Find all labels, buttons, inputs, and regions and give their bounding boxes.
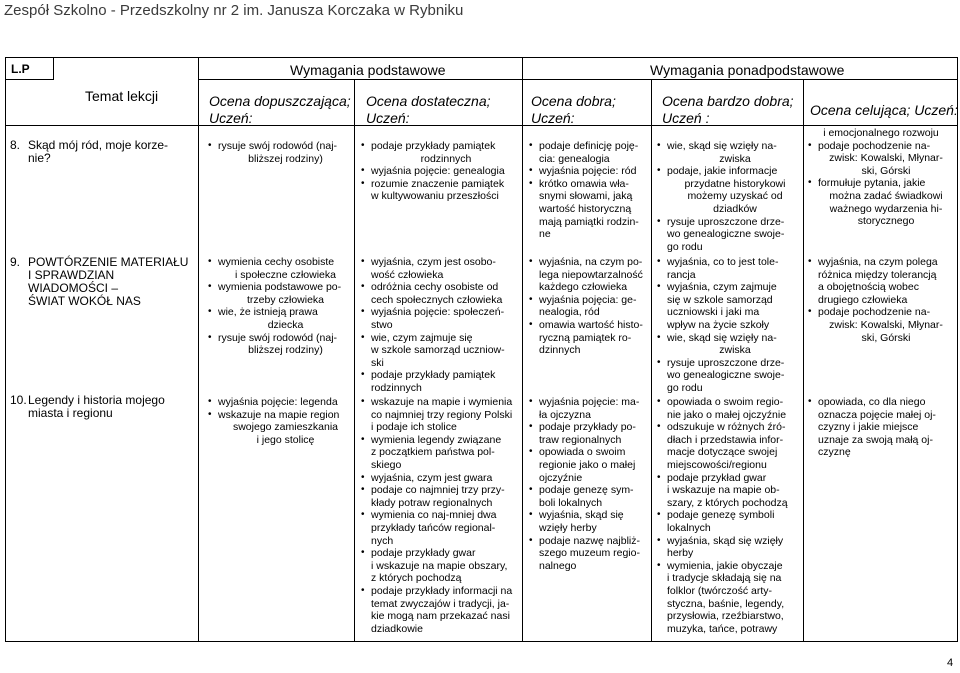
col-divider bbox=[354, 80, 355, 642]
requirement-item-cont: wo genealogiczne swoje- bbox=[667, 369, 785, 382]
requirement-item-cont: kie mogą nam przekazać nasi bbox=[371, 610, 510, 623]
cell-r8-dopuszczajaca bbox=[218, 140, 353, 165]
requirement-item-cont: storycznego bbox=[857, 215, 915, 228]
requirement-item: • rysuje swój rodowód (naj- bbox=[218, 140, 353, 153]
requirement-item-cont: czyznę bbox=[818, 446, 851, 459]
requirement-item: • podaje przykłady pamiątek bbox=[371, 369, 521, 382]
topic-row-10 bbox=[10, 394, 190, 420]
requirement-item: • opowiada o swoim bbox=[539, 446, 651, 459]
requirement-item: • wymienia co naj-mniej dwa bbox=[371, 509, 521, 522]
requirement-item: • podaje nazwę najbliż- bbox=[539, 535, 651, 548]
requirement-item: • wie, skąd się wzięły na- bbox=[667, 140, 803, 153]
requirement-item: • wyjaśnia, na czym polega bbox=[818, 256, 954, 269]
requirement-item-cont: nalnego bbox=[539, 559, 577, 572]
requirement-item-cont: lokalnych bbox=[667, 521, 711, 534]
basic-requirements-header: Wymagania podstawowe bbox=[290, 62, 446, 78]
topic-number: 10. bbox=[10, 393, 27, 407]
requirement-item-cont: się w szkole samorząd bbox=[667, 293, 773, 306]
requirement-item-cont: wo genealogiczne swoje- bbox=[667, 228, 785, 241]
requirement-item-cont: ski, Górski bbox=[861, 331, 911, 344]
requirement-item: • wymienia legendy związane bbox=[371, 434, 521, 447]
grade-header-3 bbox=[531, 93, 616, 127]
requirement-item: • podaje pochodzenie na- bbox=[818, 140, 954, 153]
requirement-item: • podaje definicję poję- bbox=[539, 140, 651, 153]
requirement-item-cont: wartość historyczną bbox=[539, 202, 632, 215]
grade-header-sub: Uczeń: bbox=[366, 110, 410, 126]
cell-r8-celujaca bbox=[818, 127, 954, 228]
requirement-item-cont: wzięły herby bbox=[539, 521, 597, 534]
requirement-item: • wyjaśnia pojęcie: genealogia bbox=[371, 165, 521, 178]
requirement-item-cont: ważnego wydarzenia hi- bbox=[829, 202, 943, 215]
topic-line: WIADOMOŚCI – bbox=[28, 281, 119, 295]
requirement-item-cont: snymi słowami, jaką bbox=[539, 190, 633, 203]
requirement-item: • wyjaśnia, czym zajmuje bbox=[667, 281, 803, 294]
requirement-item-cont: macje dotyczące swojej bbox=[667, 446, 778, 459]
requirement-item: • wskazuje na mapie region bbox=[218, 409, 353, 422]
requirement-item-cont: ojczyźnie bbox=[539, 471, 583, 484]
requirement-item-cont: przysłowia, rzeźbiarstwo, bbox=[667, 610, 784, 623]
requirement-item: • krótko omawia wła- bbox=[539, 178, 651, 191]
cell-r10-dostateczna bbox=[371, 396, 521, 635]
table-top-border bbox=[5, 57, 957, 58]
requirement-item: • rysuje uproszczone drze- bbox=[667, 216, 803, 229]
col-divider bbox=[651, 80, 652, 642]
requirement-item-cont: dłach i przedstawia infor- bbox=[667, 433, 784, 446]
requirement-item: • omawia wartość histo- bbox=[539, 319, 651, 332]
cell-r10-dobra bbox=[539, 396, 651, 572]
requirement-item-cont: rodzinnych bbox=[420, 152, 472, 165]
requirement-item: • formułuje pytania, jakie bbox=[818, 177, 954, 190]
requirement-item-cont: oznacza pojęcie małej oj- bbox=[818, 408, 936, 421]
requirement-item-cont: wość człowieka bbox=[371, 268, 444, 281]
requirement-item-cont: każdego człowieka bbox=[539, 281, 628, 294]
cell-r9-dostateczna bbox=[371, 256, 521, 395]
requirement-item-cont: cech społecznych człowieka bbox=[371, 293, 503, 306]
grade-header-title: Ocena dopuszczająca; bbox=[209, 93, 351, 109]
requirement-item: • wyjaśnia pojęcie: ród bbox=[539, 165, 651, 178]
table-right-border bbox=[957, 57, 958, 642]
requirement-item: • rozumie znaczenie pamiątek bbox=[371, 178, 521, 191]
grade-header-title: Ocena dostateczna; bbox=[366, 93, 491, 109]
page-number: 4 bbox=[947, 657, 954, 669]
requirement-item: • wyjaśnia pojęcie: legenda bbox=[218, 396, 353, 409]
requirement-item-cont: dziadków bbox=[713, 202, 757, 215]
requirement-item-cont: z początkiem państwa pol- bbox=[371, 446, 495, 459]
requirement-item-cont: wpływ na życie szkoły bbox=[667, 318, 770, 331]
topic-line: nie? bbox=[28, 151, 51, 165]
requirement-item-cont: przykłady tańców regional- bbox=[371, 521, 496, 534]
requirement-item: • wymienia podstawowe po- bbox=[218, 281, 353, 294]
cell-r10-dopuszczajaca bbox=[218, 396, 353, 446]
requirement-item-cont: cia: genealogia bbox=[539, 152, 610, 165]
requirement-item-cont: temat zwyczajów i tradycji, ja- bbox=[371, 597, 510, 610]
grade-header-title: Ocena dobra; bbox=[531, 93, 616, 109]
requirement-item: • podaje genezę sym- bbox=[539, 484, 651, 497]
requirement-item: • wyjaśnia, skąd się wzięły bbox=[667, 535, 803, 548]
requirement-item: • podaje pochodzenie na- bbox=[818, 306, 954, 319]
requirement-item-cont: miejscowości/regionu bbox=[667, 458, 767, 471]
header-divider bbox=[5, 79, 53, 80]
grade-header-1 bbox=[209, 93, 351, 127]
cell-r8-dostateczna bbox=[371, 140, 521, 203]
requirement-item-cont: go rodu bbox=[667, 381, 703, 394]
grade-header-title: Ocena celująca; Uczeń: bbox=[810, 102, 958, 118]
requirement-item: • wyjaśnia pojęcie: ma- bbox=[539, 396, 651, 409]
requirement-item-cont: nie jako o małej ojczyźnie bbox=[667, 408, 787, 421]
topic-line: I SPRAWDZIAN bbox=[28, 268, 115, 282]
requirement-item-cont: ski, Górski bbox=[861, 164, 911, 177]
requirement-item: • wyjaśnia, skąd się bbox=[539, 509, 651, 522]
requirement-item-cont: ski bbox=[371, 356, 384, 369]
grade-header-2 bbox=[366, 93, 491, 127]
requirement-item-cont: ne bbox=[539, 228, 551, 241]
school-header: Zespół Szkolno - Przedszkolny nr 2 im. Janusza Korczaka w Rybniku bbox=[4, 2, 464, 19]
cell-r10-celujaca bbox=[818, 396, 954, 459]
requirement-item-cont: czyzny i jakie miejsce bbox=[818, 421, 919, 434]
requirement-item-cont: rancja bbox=[667, 268, 696, 281]
requirement-item-cont: zwisk: Kowalski, Młynar- bbox=[829, 152, 943, 165]
requirement-item-cont: a obojętnością wobec bbox=[818, 281, 919, 294]
extended-requirements-header: Wymagania ponadpodstawowe bbox=[650, 62, 845, 78]
requirement-item-cont: co najmniej trzy regiony Polski bbox=[371, 408, 513, 421]
requirement-item-cont: przydatne historykowi bbox=[684, 177, 786, 190]
requirement-item-cont: kłady potraw regionalnych bbox=[371, 496, 493, 509]
requirement-item-cont: bliższej rodziny) bbox=[248, 152, 323, 165]
requirement-item-cont: mają pamiątki rodzin- bbox=[539, 215, 639, 228]
requirement-item: • wie, że istnieją prawa bbox=[218, 306, 353, 319]
requirement-item-cont: herby bbox=[667, 547, 694, 560]
cell-r9-dopuszczajaca bbox=[218, 256, 353, 357]
requirement-item-cont: zwiska bbox=[719, 344, 751, 357]
topic-row-8 bbox=[10, 139, 190, 165]
requirement-item-cont: w kultywowaniu przeszłości bbox=[371, 190, 499, 203]
grade-header-sub: Uczeń : bbox=[662, 110, 710, 126]
requirement-item: • wyjaśnia, czym jest gwara bbox=[371, 472, 521, 485]
topic-number: 8. bbox=[10, 138, 21, 152]
requirement-item: • odszukuje w różnych źró- bbox=[667, 421, 803, 434]
table-bottom-border bbox=[5, 641, 958, 642]
requirement-item: • wyjaśnia pojęcia: ge- bbox=[539, 294, 651, 307]
requirement-item-cont: skiego bbox=[371, 458, 402, 471]
requirement-item-cont: i wskazuje na mapie obszary, bbox=[371, 559, 508, 572]
topic-line: Legendy i historia mojego bbox=[28, 393, 165, 407]
requirement-item-cont: z których pochodzą bbox=[371, 572, 462, 585]
requirement-item-cont: i tradycje składają się na bbox=[667, 572, 782, 585]
table-left-border bbox=[5, 57, 6, 642]
requirement-item: • rysuje swój rodowód (naj- bbox=[218, 332, 353, 345]
requirement-item-cont: i emocjonalnego rozwoju bbox=[823, 127, 939, 139]
requirement-item-cont: i społeczne człowieka bbox=[235, 268, 336, 281]
cell-r10-bardzo-dobra bbox=[667, 396, 803, 635]
col-divider bbox=[198, 57, 199, 642]
requirement-item: • podaje przykłady gwar bbox=[371, 547, 521, 560]
lp-header: L.P bbox=[11, 62, 30, 76]
topic-number: 9. bbox=[10, 255, 21, 269]
requirement-item-cont: styczna, baśnie, legendy, bbox=[667, 597, 785, 610]
requirement-item-cont: zwisk: Kowalski, Młynar- bbox=[829, 318, 943, 331]
requirement-item-cont: nych bbox=[371, 534, 394, 547]
grade-header-4 bbox=[662, 93, 794, 127]
topic-line: POWTÓRZENIE MATERIAŁU bbox=[28, 255, 189, 269]
requirement-item-cont: bliższej rodziny) bbox=[248, 344, 323, 357]
cell-r8-bardzo-dobra bbox=[667, 140, 803, 253]
grade-header-sub: Uczeń: bbox=[209, 110, 253, 126]
grade-header-5 bbox=[810, 102, 958, 119]
requirement-item-cont: traw regionalnych bbox=[539, 433, 622, 446]
requirement-item: • wyjaśnia, czym jest osobo- bbox=[371, 256, 521, 269]
requirement-item: • podaje genezę symboli bbox=[667, 509, 803, 522]
requirement-item: • podaje przykłady po- bbox=[539, 421, 651, 434]
topic-line: Skąd mój ród, moje korze- bbox=[28, 138, 169, 152]
requirement-item-cont: można zadać świadkowi bbox=[829, 189, 943, 202]
requirement-item: • podaje, jakie informacje bbox=[667, 165, 803, 178]
requirement-item: • wie, czym zajmuje się bbox=[371, 332, 521, 345]
requirement-item-cont: i wskazuje na mapie ob- bbox=[667, 484, 780, 497]
requirement-item: • podaje przykłady pamiątek bbox=[371, 140, 521, 153]
requirement-item-cont: rodzinnych bbox=[371, 381, 422, 394]
topic-row-9 bbox=[10, 256, 190, 308]
requirement-item: • wskazuje na mapie i wymienia bbox=[371, 396, 521, 409]
grade-header-title: Ocena bardzo dobra; bbox=[662, 93, 794, 109]
requirement-item-cont: ła ojczyzna bbox=[539, 408, 591, 421]
col-divider bbox=[803, 80, 804, 642]
requirement-item-cont: zwiska bbox=[719, 152, 751, 165]
requirement-item-cont: trzeby człowieka bbox=[246, 293, 325, 306]
requirement-item: • wyjaśnia, na czym po- bbox=[539, 256, 651, 269]
grade-header-sub: Uczeń: bbox=[531, 110, 575, 126]
requirement-item-cont: uczniowski i jaki ma bbox=[667, 306, 760, 319]
requirement-item: • wie, skąd się wzięły na- bbox=[667, 332, 803, 345]
requirement-item-cont: drugiego człowieka bbox=[818, 293, 908, 306]
requirement-item-cont: nealogia, ród bbox=[539, 306, 600, 319]
requirement-item-cont: szary, z których pochodzą bbox=[667, 496, 788, 509]
requirement-item-cont: w szkole samorząd uczniow- bbox=[371, 344, 505, 357]
requirement-item: • wymienia, jakie obyczaje bbox=[667, 560, 803, 573]
cell-r9-dobra bbox=[539, 256, 651, 357]
requirement-item-cont: regionie jako o małej bbox=[539, 458, 636, 471]
requirement-item-cont: go rodu bbox=[667, 240, 703, 253]
requirement-item-cont: dzinnych bbox=[539, 344, 581, 357]
requirement-item: • podaje co najmniej trzy przy- bbox=[371, 484, 521, 497]
requirement-item: • podaje przykłady informacji na bbox=[371, 585, 521, 598]
requirement-item-cont: folklor (twórczość arty- bbox=[667, 584, 773, 597]
requirement-item: • wyjaśnia, co to jest tole- bbox=[667, 256, 803, 269]
requirement-item-cont: swojego zamieszkania bbox=[232, 421, 339, 434]
requirement-item-cont: możemy uzyskać od bbox=[687, 190, 783, 203]
requirement-item-cont: szego muzeum regio- bbox=[539, 547, 640, 560]
requirement-item-cont: stwo bbox=[371, 318, 393, 331]
requirement-item-cont: dziadkowie bbox=[371, 622, 423, 635]
topic-line: miasta i regionu bbox=[28, 406, 113, 420]
requirement-item: • podaje przykład gwar bbox=[667, 472, 803, 485]
requirement-item-cont: lega niepowtarzalność bbox=[539, 268, 643, 281]
col-divider bbox=[53, 57, 54, 80]
cell-r9-bardzo-dobra bbox=[667, 256, 803, 395]
requirement-item-cont: uznaje za swoją małą oj- bbox=[818, 433, 933, 446]
requirement-item-cont: i jego stolicę bbox=[256, 433, 315, 446]
header-divider bbox=[198, 79, 957, 80]
topic-line: ŚWIAT WOKÓŁ NAS bbox=[28, 294, 141, 308]
requirement-item: • odróżnia cechy osobiste od bbox=[371, 281, 521, 294]
requirement-item: • opowiada, co dla niego bbox=[818, 396, 954, 409]
requirement-item-cont: ryczną pamiątek ro- bbox=[539, 331, 632, 344]
requirement-item-cont: muzyka, tańce, potrawy bbox=[667, 622, 778, 635]
requirement-item: • wymienia cechy osobiste bbox=[218, 256, 353, 269]
requirement-item-cont: różnica między tolerancją bbox=[818, 268, 937, 281]
requirement-item: • wyjaśnia pojęcie: społeczeń- bbox=[371, 306, 521, 319]
requirement-item: • rysuje uproszczone drze- bbox=[667, 357, 803, 370]
requirement-item-cont: boli lokalnych bbox=[539, 496, 603, 509]
requirement-item: • opowiada o swoim regio- bbox=[667, 396, 803, 409]
requirement-item-cont: dziecka bbox=[267, 318, 304, 331]
cell-r8-dobra bbox=[539, 140, 651, 241]
topic-header: Temat lekcji bbox=[85, 88, 159, 104]
requirement-item-cont: i podaje ich stolice bbox=[371, 421, 457, 434]
col-divider bbox=[522, 57, 523, 642]
cell-r9-celujaca bbox=[818, 256, 954, 344]
